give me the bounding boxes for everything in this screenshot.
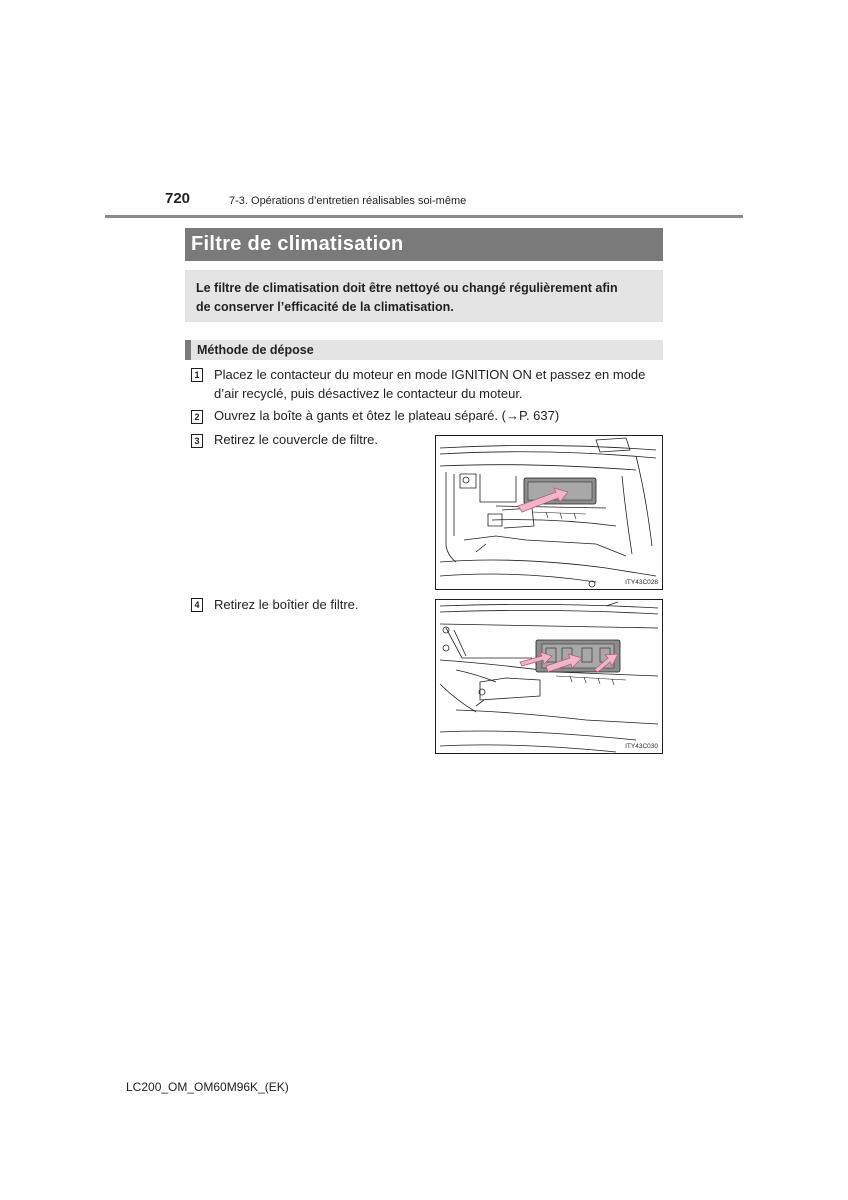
step-number: 4: [191, 598, 203, 612]
header-divider: [105, 215, 743, 218]
step-text-line: Placez le contacteur du moteur en mode IGNITION ON et passez en mode: [214, 367, 646, 382]
step-number: 2: [191, 410, 203, 424]
step-text: Retirez le couvercle de filtre.: [214, 432, 379, 447]
page-number: 720: [165, 190, 191, 207]
section-heading: 7-3. Opérations d’entretien réalisables soi-même: [229, 195, 467, 207]
document-code: LC200_OM_OM60M96K_(EK): [126, 1080, 289, 1094]
page-title: Filtre de climatisation: [185, 228, 663, 261]
step-number: 1: [191, 368, 203, 382]
figure-filter-cover: [435, 435, 663, 590]
step-text: [214, 365, 645, 403]
figure-code: ITY43C028: [625, 579, 658, 586]
step-number: 3: [191, 434, 203, 448]
step-text: Retirez le boîtier de filtre.: [214, 597, 359, 612]
step-text: Ouvrez la boîte à gants et ôtez le plateau séparé. (→P. 637): [214, 408, 560, 423]
intro-box: [185, 270, 663, 322]
subheading: Méthode de dépose: [185, 340, 663, 360]
step-text-line: d’air recyclé, puis désactivez le contacteur du moteur.: [214, 386, 523, 401]
figure-code: ITY43C030: [625, 743, 658, 750]
figure-filter-case: [435, 599, 663, 754]
intro-line-1: Le filtre de climatisation doit être nettoyé ou changé régulièrement afin: [196, 281, 618, 295]
intro-line-2: de conserver l’efficacité de la climatisation.: [196, 300, 454, 314]
glovebox-illustration: [436, 600, 662, 753]
glovebox-illustration: [436, 436, 662, 589]
